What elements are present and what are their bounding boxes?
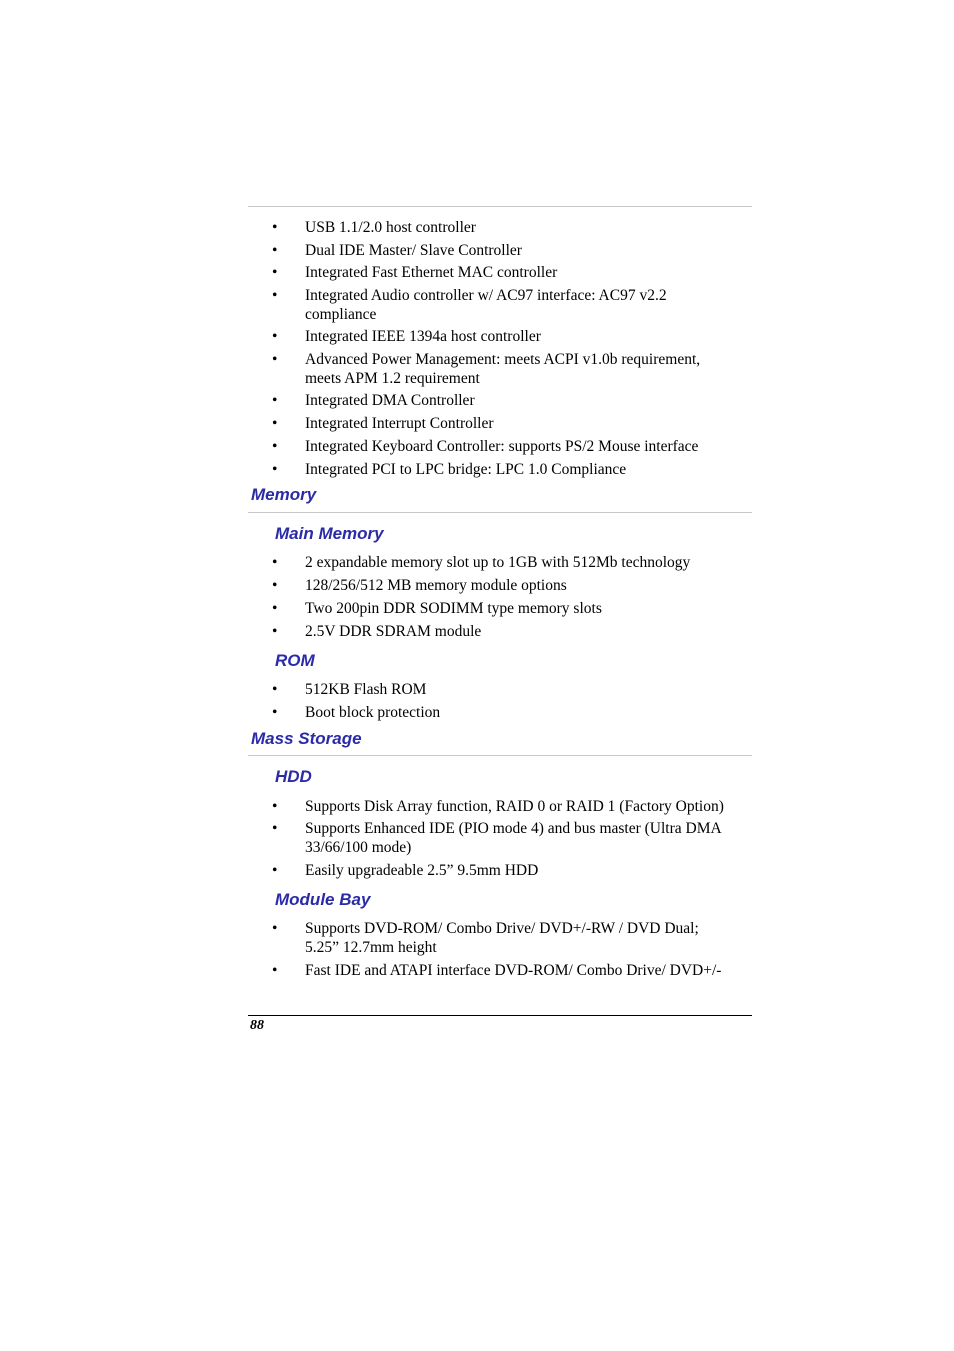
bullet: • [272, 920, 278, 937]
list-item-text: Easily upgradeable 2.5” 9.5mm HDD [305, 862, 539, 879]
list-item-text: 5.25” 12.7mm height [305, 939, 437, 956]
list-item-text: Integrated Audio controller w/ AC97 interface: AC97 v2.2 [305, 287, 667, 304]
bullet: • [272, 577, 278, 594]
list-item-text: meets APM 1.2 requirement [305, 370, 480, 387]
list-item-text: Boot block protection [305, 704, 441, 721]
list-item-text: compliance [305, 306, 377, 323]
bullet: • [272, 962, 278, 979]
bullet: • [272, 798, 278, 815]
section-heading-memory: Memory [251, 485, 317, 504]
list-item-text: Two 200pin DDR SODIMM type memory slots [305, 600, 602, 617]
list-item-text: Supports Enhanced IDE (PIO mode 4) and bus master (Ultra DMA [305, 820, 722, 837]
list-item-text: Integrated Fast Ethernet MAC controller [305, 264, 558, 281]
bullet: • [272, 392, 278, 409]
bullet: • [272, 681, 278, 698]
list-item-text: 128/256/512 MB memory module options [305, 577, 567, 594]
bullet: • [272, 415, 278, 432]
list-item-text: USB 1.1/2.0 host controller [305, 219, 476, 236]
list-item-text: 512KB Flash ROM [305, 681, 427, 698]
subsection-heading-main-memory: Main Memory [275, 524, 384, 543]
list-item-text: Integrated Keyboard Controller: supports PS/2 Mouse interface [305, 438, 699, 455]
bullet: • [272, 287, 278, 304]
bullet: • [272, 219, 278, 236]
bullet: • [272, 554, 278, 571]
bullet: • [272, 600, 278, 617]
bullet: • [272, 264, 278, 281]
bullet: • [272, 461, 278, 478]
bullet: • [272, 704, 278, 721]
section-rule [248, 755, 752, 756]
bullet: • [272, 438, 278, 455]
list-item-text: Integrated IEEE 1394a host controller [305, 328, 541, 345]
section-heading-mass-storage: Mass Storage [251, 729, 362, 748]
bullet: • [272, 862, 278, 879]
list-item-text: Advanced Power Management: meets ACPI v1.0b requirement, [305, 351, 701, 368]
list-item-text: 33/66/100 mode) [305, 839, 412, 856]
subsection-heading-hdd: HDD [275, 767, 312, 786]
list-item-text: Supports Disk Array function, RAID 0 or RAID 1 (Factory Option) [305, 798, 724, 815]
bullet: • [272, 820, 278, 837]
list-item-text: Fast IDE and ATAPI interface DVD-ROM/ Combo Drive/ DVD+/- [305, 962, 722, 979]
list-item-text: Integrated PCI to LPC bridge: LPC 1.0 Compliance [305, 461, 627, 478]
list-item-text: Supports DVD-ROM/ Combo Drive/ DVD+/-RW / DVD Dual; [305, 920, 699, 937]
bullet: • [272, 242, 278, 259]
subsection-heading-module-bay: Module Bay [275, 890, 371, 909]
list-item-text: 2 expandable memory slot up to 1GB with 512Mb technology [305, 554, 691, 571]
bullet: • [272, 328, 278, 345]
bullet: • [272, 623, 278, 640]
bullet: • [272, 351, 278, 368]
list-item-text: Integrated DMA Controller [305, 392, 475, 409]
list-item-text: Integrated Interrupt Controller [305, 415, 494, 432]
top-rule [248, 206, 752, 207]
footer-rule [248, 1015, 752, 1016]
list-item-text: 2.5V DDR SDRAM module [305, 623, 482, 640]
section-rule [248, 512, 752, 513]
page-number: 88 [250, 1018, 264, 1033]
subsection-heading-rom: ROM [275, 651, 315, 670]
list-item-text: Dual IDE Master/ Slave Controller [305, 242, 522, 259]
